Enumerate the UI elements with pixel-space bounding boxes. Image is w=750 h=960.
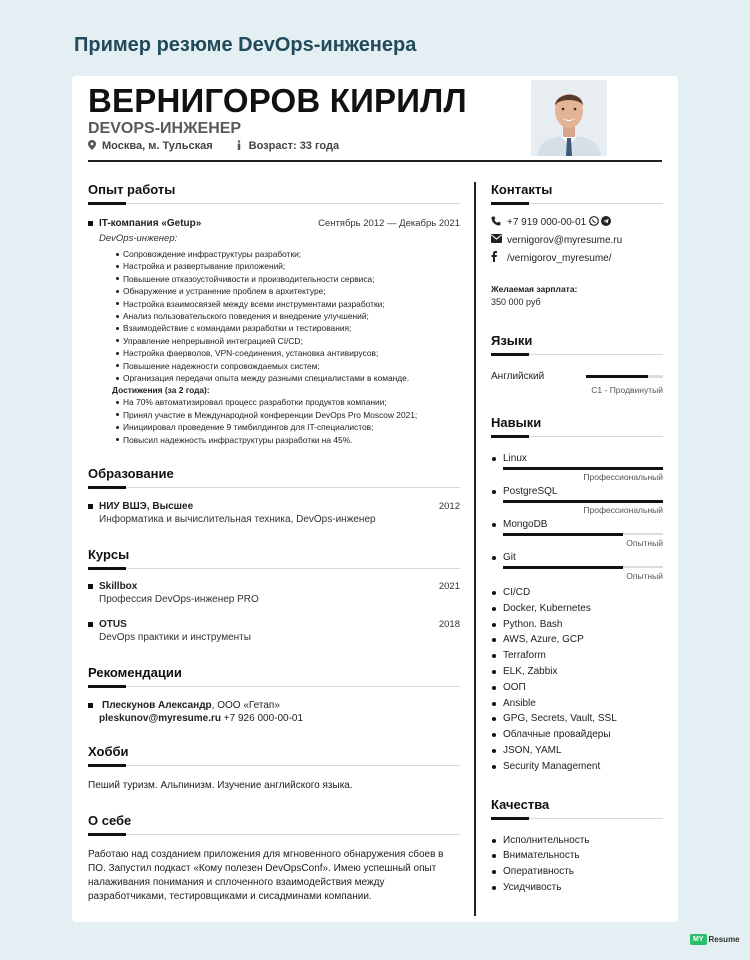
skill-level-label: Опытный <box>626 571 663 581</box>
recommendation-entry <box>88 700 460 724</box>
skills-section <box>491 415 663 777</box>
square-bullet-icon <box>88 703 93 708</box>
hobby-text: Пеший туризм. Альпинизм. Изучение английского языка. <box>88 780 353 792</box>
skill-item: AWS, Azure, GCP <box>491 634 663 650</box>
recommender-company: , ООО «Гетап» <box>211 700 280 712</box>
course-org: OTUS <box>99 619 127 631</box>
skill-item: Security Management <box>491 761 663 777</box>
experience-title: Опыт работы <box>88 182 176 197</box>
duty-item: Повышение отказоустойчивости и производительности сервиса; <box>123 273 460 285</box>
language-row <box>491 371 663 382</box>
experience-section <box>88 182 460 446</box>
contact-facebook-row <box>491 249 663 267</box>
skill-item: ООП <box>491 682 663 698</box>
course-name: DevOps практики и инструменты <box>99 632 251 644</box>
skill-level-bar <box>503 500 663 502</box>
qualities-title: Качества <box>491 796 550 812</box>
course-entry <box>88 619 460 643</box>
rated-skill-name: Linux <box>491 453 663 464</box>
contacts-title: Контакты <box>491 182 553 197</box>
qualities-list <box>491 835 663 898</box>
course-name: Профессия DevOps-инженер PRO <box>99 594 259 606</box>
job-role: DevOps-инженер: <box>99 233 178 244</box>
skills-title: Навыки <box>491 415 542 430</box>
language-name: Английский <box>491 371 545 382</box>
duty-item: Анализ пользовательского поведения и внедрение улучшений; <box>123 310 460 322</box>
rated-skill-name: PostgreSQL <box>491 486 663 497</box>
education-title: Образование <box>88 466 174 482</box>
company-name: IT-компания «Getup» <box>99 218 202 229</box>
skill-level-bar <box>503 533 663 535</box>
logo-my: MY <box>690 934 707 945</box>
school-name: НИУ ВШЭ, Высшее <box>99 501 194 513</box>
skill-item: Docker, Kubernetes <box>491 603 663 619</box>
skill-level-fill <box>503 467 663 470</box>
contact-email-row <box>491 231 663 249</box>
contact-email[interactable]: vernigorov@myresume.ru <box>507 234 623 246</box>
section-underline <box>88 487 460 488</box>
duty-item: Настройка и развертывание приложений; <box>123 260 460 272</box>
contacts-section <box>491 182 663 307</box>
education-entry <box>88 501 460 525</box>
whatsapp-icon[interactable] <box>589 216 599 229</box>
quality-item: Оперативность <box>491 866 663 882</box>
duty-item: Повышение надежности сопровождаемых систем; <box>123 360 460 372</box>
section-underline <box>491 818 663 819</box>
skill-level-bar <box>503 566 663 568</box>
course-year: 2018 <box>438 619 460 631</box>
salary-value: 350 000 руб <box>491 297 541 307</box>
square-bullet-icon <box>88 504 93 509</box>
candidate-name: ВЕРНИГОРОВ КИРИЛЛ <box>88 82 467 119</box>
skill-item: Python. Bash <box>491 619 663 635</box>
skill-level-fill <box>503 533 623 536</box>
logo-resume: Resume <box>708 935 740 944</box>
rated-skill-name: Git <box>491 552 663 563</box>
candidate-meta <box>88 140 339 152</box>
hobby-section <box>88 744 460 793</box>
skill-item: JSON, YAML <box>491 745 663 761</box>
quality-item: Исполнительность <box>491 835 663 851</box>
skill-item: GPG, Secrets, Vault, SSL <box>491 713 663 729</box>
skill-item: Облачные провайдеры <box>491 729 663 745</box>
rated-skill <box>491 552 663 581</box>
courses-title: Курсы <box>88 547 130 563</box>
rated-skill <box>491 486 663 515</box>
mail-icon <box>491 234 507 246</box>
rated-skill <box>491 453 663 482</box>
square-bullet-icon <box>88 584 93 589</box>
course-entry <box>88 581 460 605</box>
language-bar <box>586 375 663 378</box>
languages-title: Языки <box>491 333 533 348</box>
section-underline <box>491 354 663 355</box>
candidate-age: Возраст: 33 года <box>248 140 340 152</box>
languages-section <box>491 333 663 395</box>
contact-phone[interactable]: +7 919 000-00-01 <box>507 216 587 228</box>
achievement-item: Повысил надежность инфраструктуры разработки на 45%. <box>123 434 460 446</box>
experience-entry <box>88 218 460 446</box>
skill-level-label: Опытный <box>626 538 663 548</box>
duties-list <box>99 248 460 384</box>
telegram-icon[interactable] <box>601 216 611 229</box>
recommendations-section <box>88 665 460 724</box>
section-underline <box>88 834 460 835</box>
course-year: 2021 <box>438 581 460 593</box>
achievement-item: Принял участие в Международной конференции DevOps Pro Moscow 2021; <box>123 409 460 421</box>
skill-level-fill <box>503 566 623 569</box>
skill-item: Terraform <box>491 650 663 666</box>
rated-skill-name: MongoDB <box>491 519 663 530</box>
courses-section <box>88 547 460 643</box>
square-bullet-icon <box>88 622 93 627</box>
quality-item: Внимательность <box>491 850 663 866</box>
achievements-title: Достижения (за 2 года): <box>112 385 210 396</box>
skill-item: Ansible <box>491 698 663 714</box>
education-field: Информатика и вычислительная техника, DevOps-инженер <box>99 514 376 526</box>
section-underline <box>88 568 460 569</box>
section-underline <box>491 203 663 204</box>
rated-skills <box>491 453 663 581</box>
page-title: Пример резюме DevOps-инженера <box>74 34 417 56</box>
duty-item: Организация передачи опыта между разными специалистами в команде. <box>123 372 460 384</box>
candidate-photo <box>531 80 607 156</box>
work-dates: Сентябрь 2012 — Декабрь 2021 <box>318 218 460 229</box>
duty-item: Обнаружение и устранение проблем в архитектуре; <box>123 285 460 297</box>
education-year: 2012 <box>438 501 460 513</box>
achievement-item: На 70% автоматизировал процесс разработки продуктов компании; <box>123 396 460 408</box>
section-underline <box>491 436 663 437</box>
about-text: Работаю над созданием приложения для мгновенного обнаружения сбоев в ПО. Запустил подкаст «Кому полезен DevOpsConf». Имею успешный опыт налаживания понимания и сплоченного взаимодействия между разработчиками, тестировщиками и сисадминами компании. <box>88 849 444 903</box>
hobby-title: Хобби <box>88 744 129 760</box>
recommender-phone: +7 926 000-00-01 <box>221 713 304 725</box>
skills-list <box>491 587 663 777</box>
duty-item: Настройка фаерволов, VPN-соединения, установка антивирусов; <box>123 347 460 359</box>
rated-skill <box>491 519 663 548</box>
recommender-email[interactable]: pleskunov@myresume.ru <box>99 713 222 725</box>
section-underline <box>88 203 460 204</box>
salary-label: Желаемая зарплата: <box>491 284 578 294</box>
skill-item: ELK, Zabbix <box>491 666 663 682</box>
qualities-section <box>491 797 663 898</box>
duty-item: Управление непрерывной интеграцией CI/CD; <box>123 335 460 347</box>
education-section <box>88 466 460 525</box>
section-underline <box>88 686 460 687</box>
myresume-logo <box>690 934 740 945</box>
duty-item: Взаимодействие с командами разработки и тестирования; <box>123 322 460 334</box>
contact-facebook[interactable]: /vernigorov_myresume/ <box>507 252 612 264</box>
about-section <box>88 813 460 904</box>
section-underline <box>88 765 460 766</box>
location-pin-icon <box>88 140 96 152</box>
duty-item: Настройка взаимосвязей между всеми инструментами разработки; <box>123 298 460 310</box>
square-bullet-icon <box>88 221 93 226</box>
candidate-position: DEVOPS-ИНЖЕНЕР <box>88 120 242 137</box>
left-column <box>88 182 460 904</box>
skill-item: CI/CD <box>491 587 663 603</box>
header-divider <box>88 160 662 162</box>
phone-icon <box>491 216 507 229</box>
about-title: О себе <box>88 813 132 829</box>
achievement-item: Инициировал проведение 9 тимбилдингов для IT-специалистов; <box>123 421 460 433</box>
achievements-list <box>99 396 460 446</box>
skill-level-label: Профессиональный <box>583 472 663 482</box>
candidate-location: Москва, м. Тульская <box>102 140 213 152</box>
facebook-icon <box>491 251 507 265</box>
quality-item: Усидчивость <box>491 882 663 898</box>
recommender-name: Плескунов Александр <box>102 700 212 712</box>
language-level: C1 - Продвинутый <box>591 385 663 395</box>
recommendations-title: Рекомендации <box>88 665 182 681</box>
skill-level-bar <box>503 467 663 469</box>
language-bar-fill <box>586 375 648 378</box>
skill-level-label: Профессиональный <box>583 505 663 515</box>
course-org: Skillbox <box>99 581 138 593</box>
contact-phone-row <box>491 213 663 231</box>
column-divider <box>474 182 476 916</box>
duty-item: Сопровождение инфраструктуры разработки; <box>123 248 460 260</box>
resume-paper <box>72 76 678 922</box>
right-column <box>491 182 663 898</box>
skill-level-fill <box>503 500 663 503</box>
info-icon <box>235 140 243 152</box>
